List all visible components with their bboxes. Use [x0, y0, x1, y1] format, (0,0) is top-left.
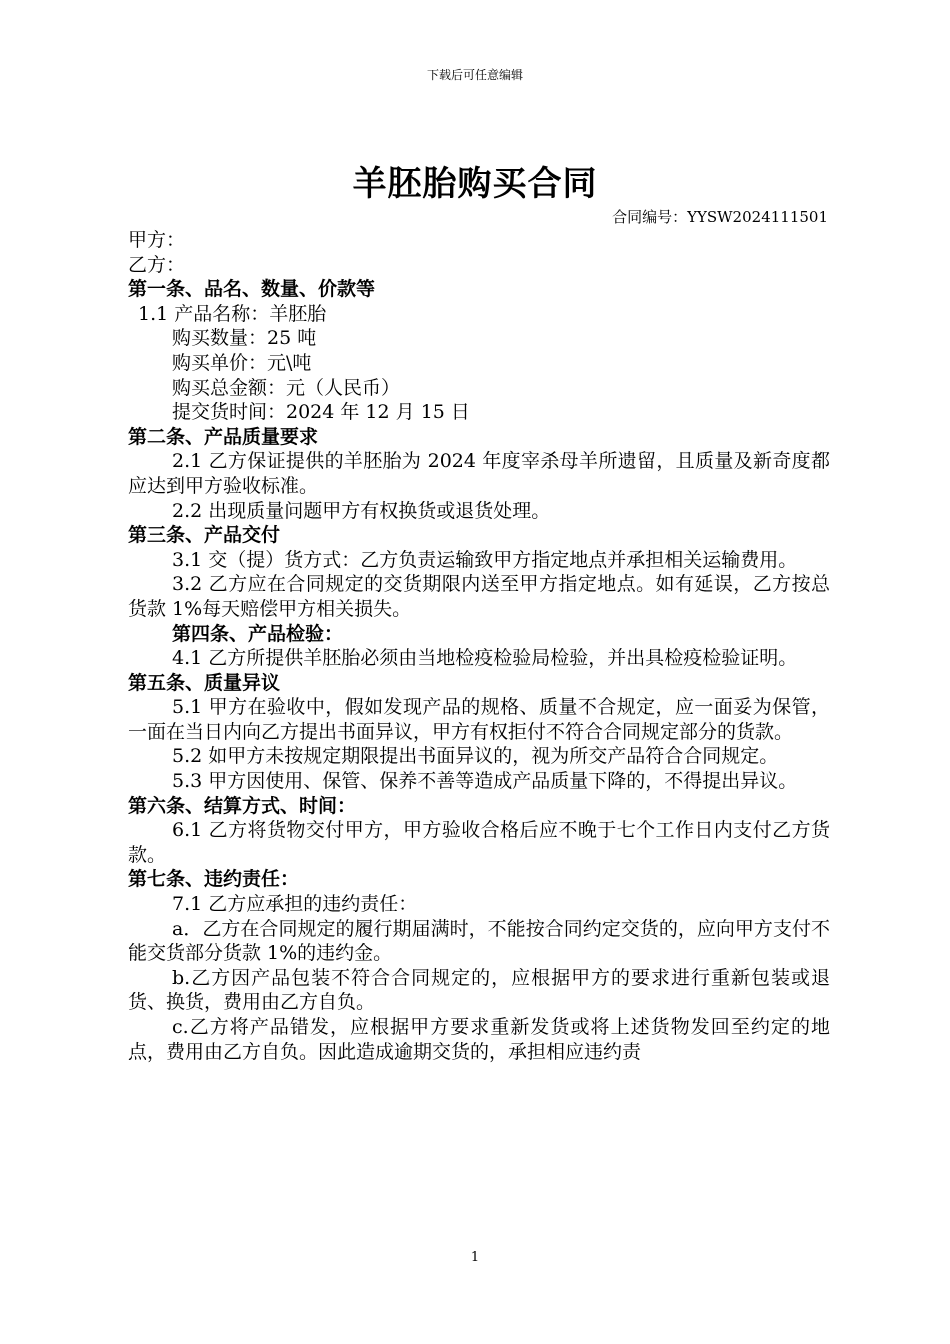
unit-price-line: 购买单价：元\吨	[172, 351, 312, 374]
article-6-heading: 第六条、结算方式、时间：	[128, 794, 357, 817]
contract-body	[128, 228, 830, 1064]
article-1-heading: 第一条、品名、数量、价款等	[128, 278, 376, 301]
product-name-line: 1.1 产品名称：羊胚胎	[138, 302, 327, 325]
article-4-heading: 第四条、产品检验：	[172, 622, 344, 645]
article-7-heading: 第七条、违约责任：	[128, 868, 300, 891]
document-title: 羊胚胎购买合同	[352, 164, 598, 204]
contract-number: 合同编号：YYSW2024111501	[612, 208, 828, 226]
page-header-note: 下载后可任意编辑	[426, 68, 523, 82]
article-3-heading: 第三条、产品交付	[128, 524, 281, 547]
clause-7-1-c: c.乙方将产品错发，应根据甲方要求重新发货或将上述货物发回至约定的地点，费用由乙方自负。因此造成逾期交货的，承担相应违约责	[128, 1016, 830, 1063]
party-b-line: 乙方：	[128, 253, 186, 276]
clause-3-2: 3.2 乙方应在合同规定的交货期限内送至甲方指定地点。如有延误，乙方按总货款 1%每天赔偿甲方相关损失。	[128, 573, 830, 620]
clause-7-1-a: a．乙方在合同规定的履行期届满时，不能按合同约定交货的，应向甲方支付不能交货部分货款 1%的违约金。	[128, 917, 830, 965]
clause-5-2: 5.2 如甲方未按规定期限提出书面异议的，视为所交产品符合合同规定。	[172, 745, 779, 768]
clause-7-1-b: b.乙方因产品包装不符合合同规定的，应根据甲方的要求进行重新包装或退货、换货，费用由乙方自负。	[128, 966, 830, 1014]
delivery-time-line: 提交货时间：2024 年 12 月 15 日	[172, 401, 470, 424]
article-2-heading: 第二条、产品质量要求	[128, 425, 319, 448]
clause-7-1: 7.1 乙方应承担的违约责任：	[172, 893, 418, 916]
clause-4-1: 4.1 乙方所提供羊胚胎必须由当地检疫检验局检验，并出具检疫检验证明。	[172, 647, 798, 670]
clause-6-1: 6.1 乙方将货物交付甲方，甲方验收合格后应不晚于七个工作日内支付乙方货款。	[128, 819, 830, 866]
page-number: 1	[470, 1250, 480, 1265]
clause-5-3: 5.3 甲方因使用、保管、保养不善等造成产品质量下降的，不得提出异议。	[172, 770, 798, 793]
total-amount-line: 购买总金额：元（人民币）	[172, 376, 401, 399]
clause-5-1: 5.1 甲方在验收中，假如发现产品的规格、质量不合规定，应一面妥为保管，一面在当日内向乙方提出书面异议，甲方有权拒付不符合合同规定部分的货款。	[128, 696, 830, 743]
article-5-heading: 第五条、质量异议	[128, 671, 281, 694]
quantity-line: 购买数量：25 吨	[172, 327, 317, 350]
clause-2-1: 2.1 乙方保证提供的羊胚胎为 2024 年度宰杀母羊所遗留，且质量及新奇度都应达到甲方验收标准。	[128, 450, 830, 497]
party-a-line: 甲方：	[128, 229, 186, 251]
clause-3-1: 3.1 交（提）货方式：乙方负责运输致甲方指定地点并承担相关运输费用。	[172, 548, 798, 571]
clause-2-2: 2.2 出现质量问题甲方有权换货或退货处理。	[172, 499, 551, 522]
